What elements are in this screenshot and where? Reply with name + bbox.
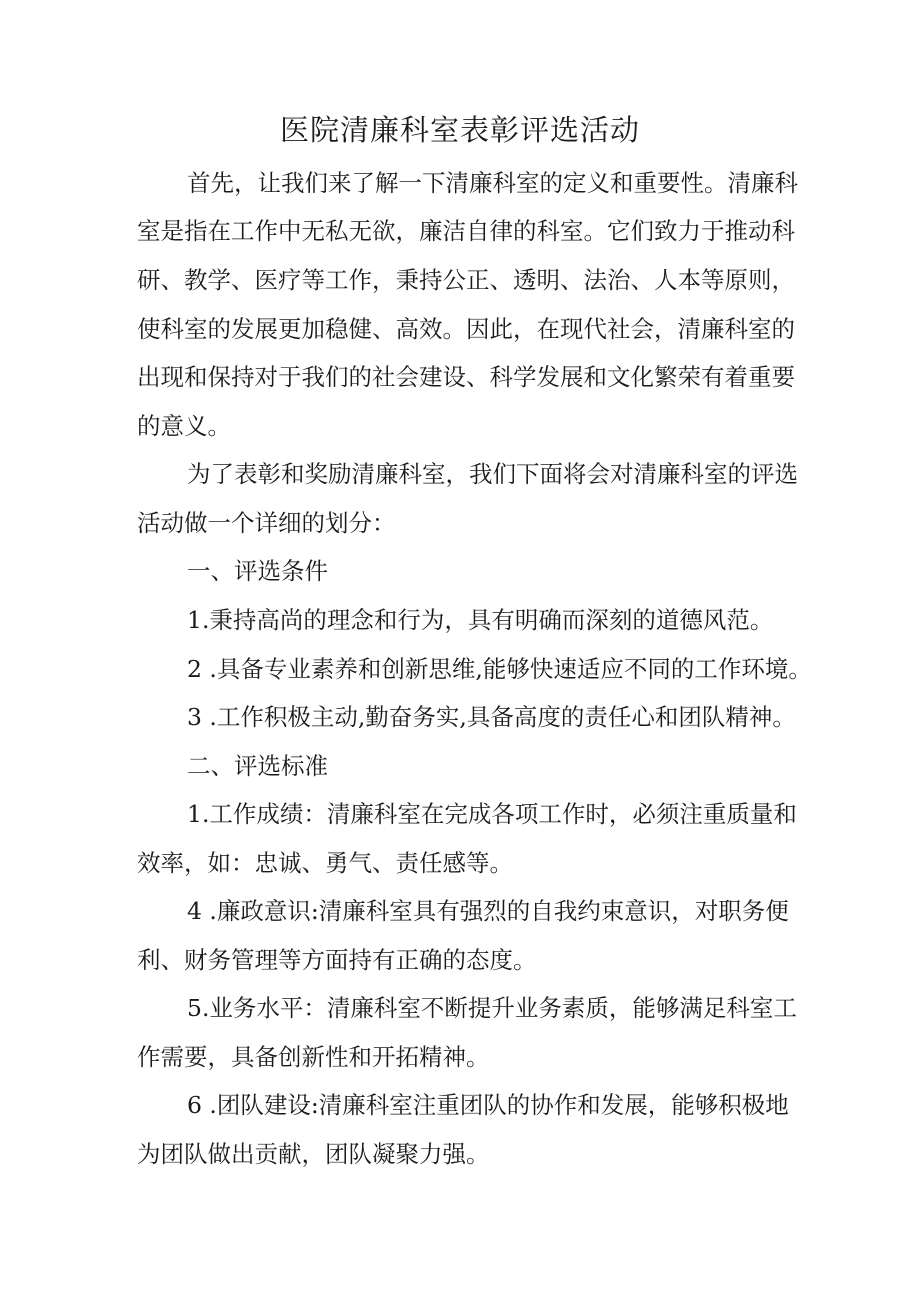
paragraph-line: 的意义。	[137, 412, 231, 440]
list-item: 4 .廉政意识:清廉科室具有强烈的自我约束意识，对职务便	[187, 897, 789, 925]
paragraph-line: 研、教学、医疗等工作，秉持公正、透明、法治、人本等原则，	[137, 266, 795, 294]
list-item-continuation: 效率，如：忠诚、勇气、责任感等。	[137, 849, 513, 877]
paragraph-line: 活动做一个详细的划分：	[137, 509, 396, 537]
list-item-continuation: 利、财务管理等方面持有正确的态度。	[137, 946, 537, 974]
section-heading: 一、评选条件	[187, 557, 328, 585]
list-item-continuation: 作需要，具备创新性和开拓精神。	[137, 1043, 490, 1071]
list-item: 1.秉持高尚的理念和行为，具有明确而深刻的道德风范。	[187, 606, 774, 634]
paragraph-line: 室是指在工作中无私无欲，廉洁自律的科室。它们致力于推动科	[137, 217, 795, 245]
paragraph-line: 出现和保持对于我们的社会建设、科学发展和文化繁荣有着重要	[137, 363, 795, 391]
list-item: 5.业务水平：清廉科室不断提升业务素质，能够满足科室工	[187, 994, 797, 1022]
paragraph-line: 首先，让我们来了解一下清廉科室的定义和重要性。清廉科	[187, 169, 798, 197]
list-item: 3 .工作积极主动,勤奋务实,具备高度的责任心和团队精神。	[187, 703, 796, 731]
section-heading: 二、评选标准	[187, 752, 328, 780]
list-item-continuation: 为团队做出贡献，团队凝聚力强。	[137, 1140, 490, 1168]
list-item: 2 .具备专业素养和创新思维,能够快速适应不同的工作环境。	[187, 655, 812, 683]
paragraph-line: 为了表彰和奖励清廉科室，我们下面将会对清廉科室的评选	[187, 460, 798, 488]
paragraph-line: 使科室的发展更加稳健、高效。因此，在现代社会，清廉科室的	[137, 315, 795, 343]
list-item: 1.工作成绩：清廉科室在完成各项工作时，必须注重质量和	[187, 800, 797, 828]
list-item: 6 .团队建设:清廉科室注重团队的协作和发展，能够积极地	[187, 1091, 789, 1119]
document-title: 医院清廉科室表彰评选活动	[279, 113, 640, 147]
